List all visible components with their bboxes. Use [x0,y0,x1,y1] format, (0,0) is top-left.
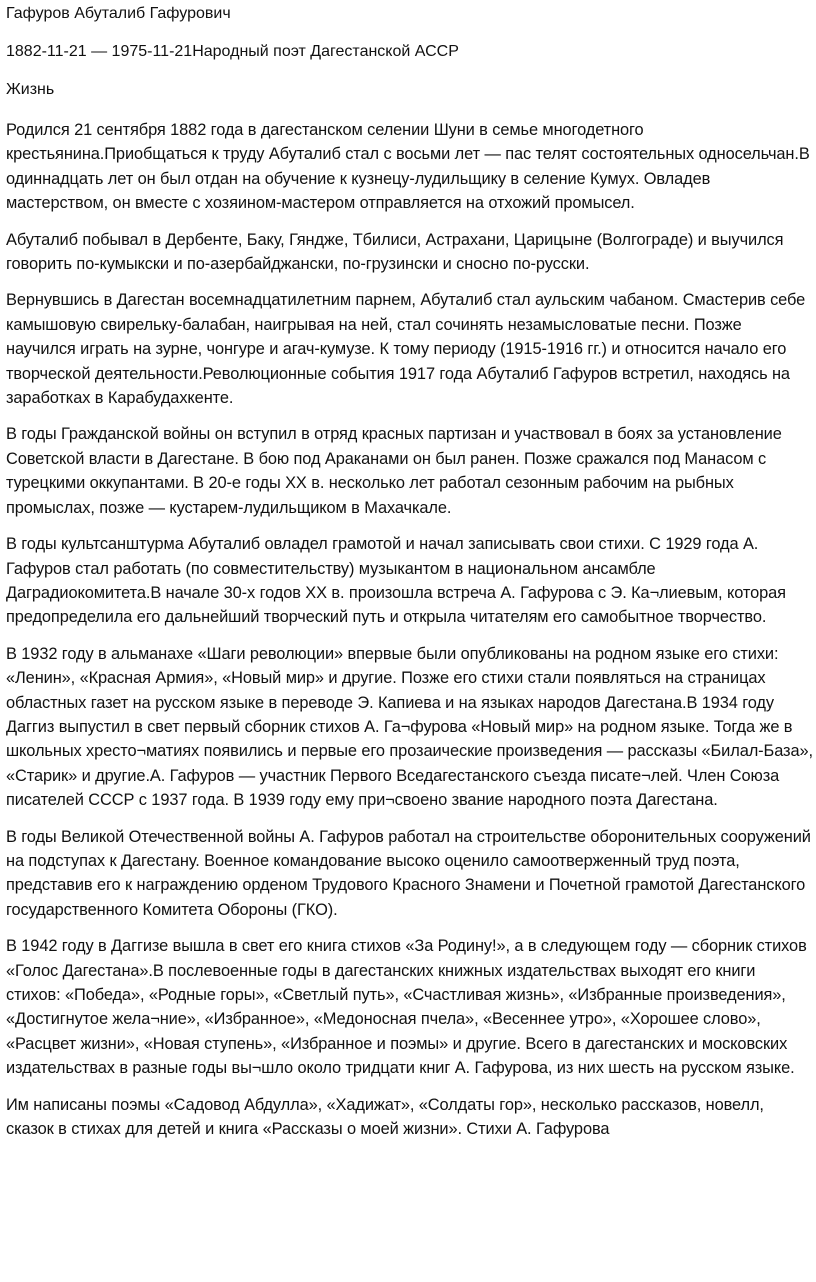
paragraph: В годы Гражданской войны он вступил в отряд красных партизан и участвовал в боях за установление Советской власти в Дагестане. В бою под Араканами он был ранен. Позже сражался под Манасом с турецкими оккупантами. В 20-е годы XX в. несколько лет работал сезонным рабочим на рыбных промыслах, позже — кустарем-лудильщиком в Махачкале. [6,425,782,517]
biography-body [6,118,814,1153]
paragraph: В годы Великой Отечественной войны А. Гафуров работал на строительстве оборонительных сооружений на подступах к Дагестану. Военное командование высоко оценило самоотверженный труд поэта, представив его к награждению орденом Трудового Красного Знамени и Почетной грамотой Дагестанского государственного Комитета Обороны (ГКО). [6,827,811,919]
paragraph: Абуталиб побывал в Дербенте, Баку, Гяндже, Тбилиси, Астрахани, Царицыне (Волгограде) и выучился говорить по-кумыкски и по-азербайджански, по-грузински и сносно по-русски. [6,230,784,274]
paragraph: В 1932 году в альманахе «Шаги революции» впервые были опубликованы на родном языке его стихи: «Ленин», «Красная Армия», «Новый мир» и другие. Позже его стихи стали появляться на страницах областных газет на русском языке в переводе Э. Капиева и на языках народов Дагестана.В 1934 году Даггиз выпустил в свет первый сборник стихов А. Га¬фурова «Новый мир» на родном языке. Тогда же в школьных хресто¬матиях появились и первые его прозаические произведения — рассказы «Билал-База», «Старик» и другие.А. Гафуров — участник Первого Вседагестанского съезда писате¬лей. Член Союза писателей СССР с 1937 года. В 1939 году ему при¬своено звание народного поэта Дагестана. [6,644,813,810]
paragraph: Им написаны поэмы «Садовод Абдулла», «Хадижат», «Солдаты гор», несколько рассказов, новелл, сказок в стихах для детей и книга «Рассказы о моей жизни». Стихи А. Гафурова [6,1095,764,1139]
paragraph: В 1942 году в Даггизе вышла в свет его книга стихов «За Родину!», а в следующем году — сборник стихов «Голос Дагестана».В послевоенные годы в дагестанских книжных издательствах выходят его книги стихов: «Победа», «Родные горы», «Светлый путь», «Счастливая жизнь», «Избранные произведения», «Достигнутое жела¬ние», «Избранное», «Медоносная пчела», «Весеннее утро», «Хорошее слово», «Расцвет жизни», «Новая ступень», «Избранное и поэмы» и другие. Всего в дагестанских и московских издательствах в разные годы вы¬шло около тридцати книг А. Гафурова, из них шесть на русском языке. [6,937,807,1078]
dates-subtitle: 1882-11-21 — 1975-11-21Народный поэт Дагестанской АССР [6,43,459,60]
section-heading: Жизнь [6,81,55,98]
paragraph: Родился 21 сентября 1882 года в дагестанском селении Шуни в семье многодетного крестьянина.Приобщаться к труду Абуталиб стал с восьми лет — пас телят состоятельных односельчан.В одиннадцать лет он был отдан на обучение к кузнецу-лудильщику в селение Кумух. Овладев мастерством, он вместе с хозяином-мастером отправляется на отхожий промысел. [6,121,810,213]
paragraph: Вернувшись в Дагестан восемнадцатилетним парнем, Абуталиб стал аульским чабаном. Смастерив себе камышовую свирельку-балабан, наигрывая на ней, стал сочинять незамысловатые песни. Позже научился играть на зурне, чонгуре и агач-кумузе. К тому периоду (1915-1916 гг.) и относится начало его творческой деятельности.Революционные события 1917 года Абуталиб Гафуров встретил, находясь на заработках в Карабудахкенте. [6,291,806,408]
paragraph: В годы культсанштурма Абуталиб овладел грамотой и начал записывать свои стихи. С 1929 года А. Гафуров стал работать (по совместительству) музыкантом в национальном ансамбле Даградиокомитета.В начале 30-х годов XX в. произошла встреча А. Гафурова с Э. Ка¬лиевым, которая предопределила его дальнейший творческий путь и открыла читателям его самобытное творчество. [6,535,786,627]
person-name: Гафуров Абуталиб Гафурович [6,5,231,22]
